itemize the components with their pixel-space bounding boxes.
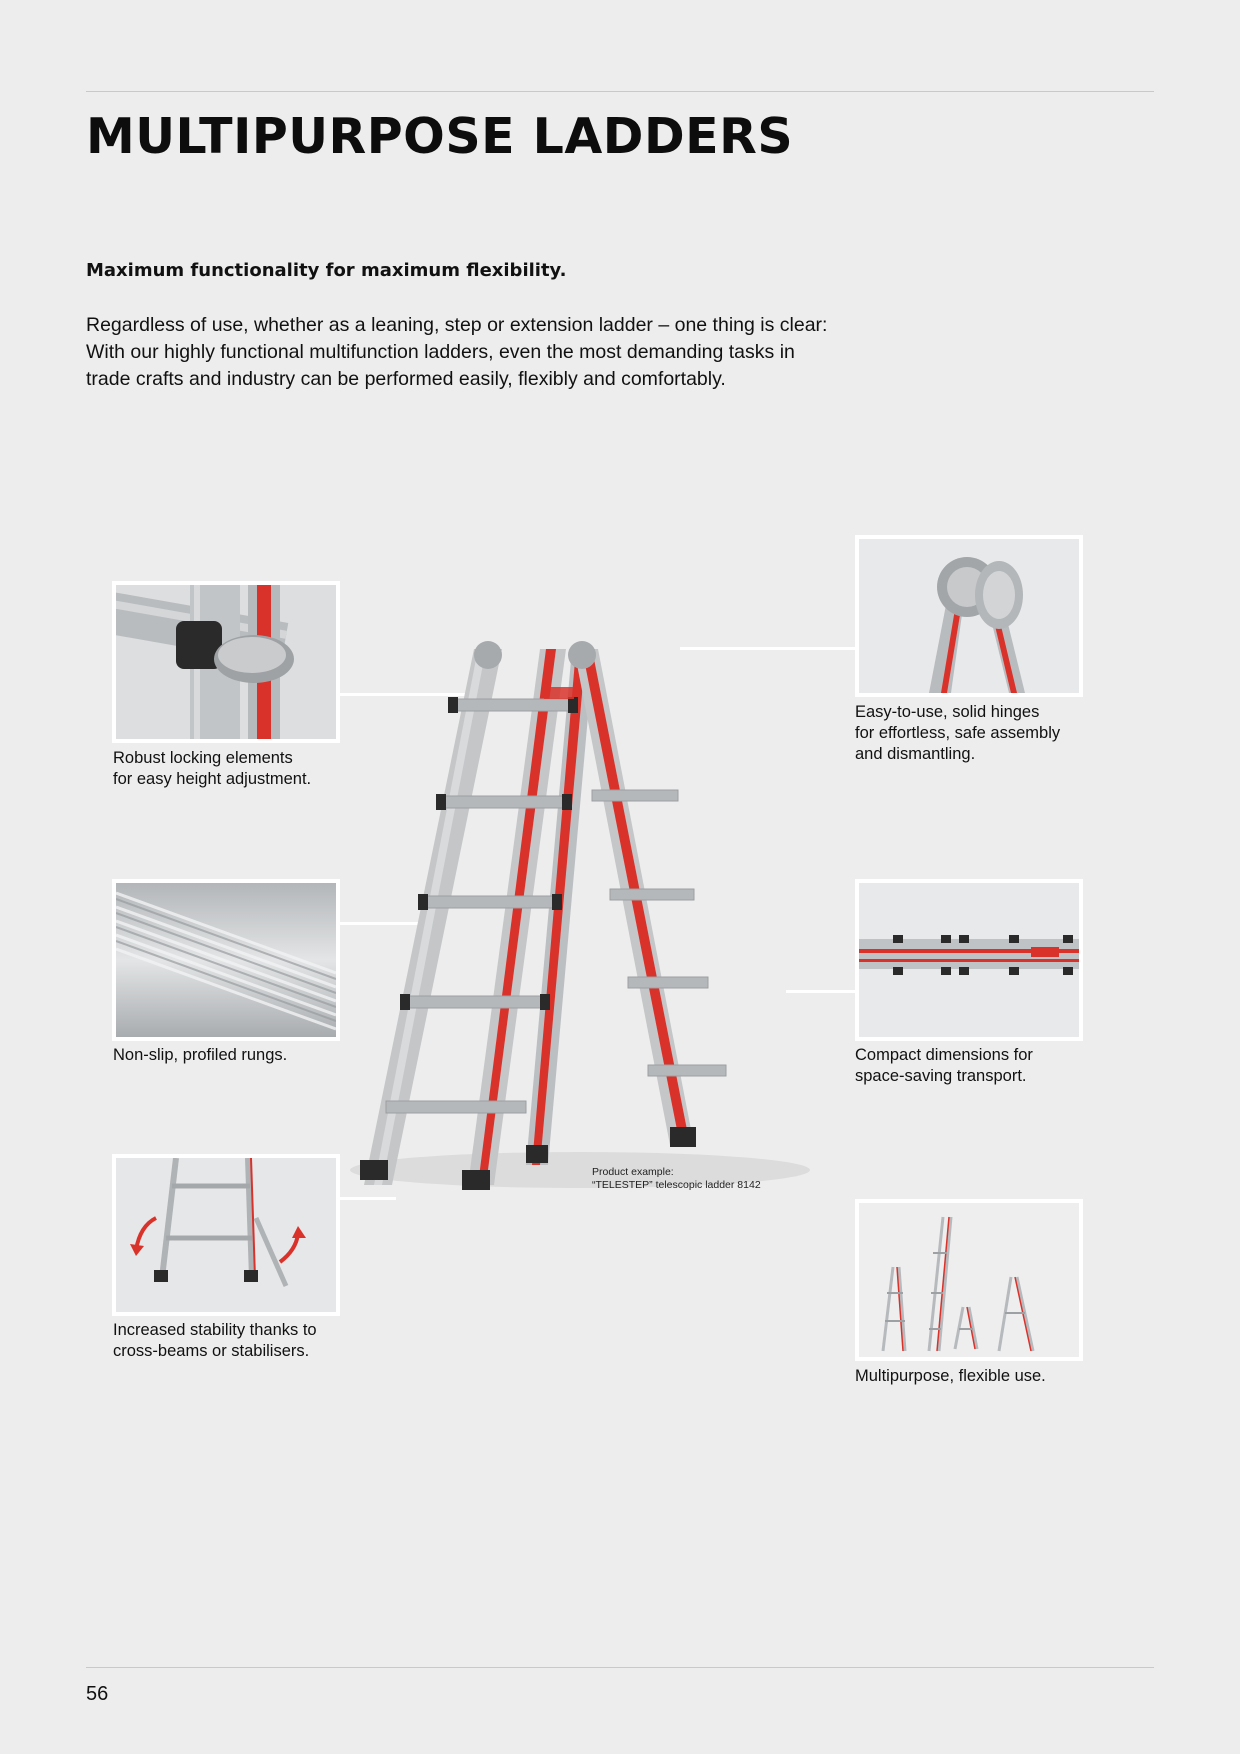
intro-paragraph [86,312,906,393]
caption-line: Increased stability thanks to [113,1321,317,1339]
caption-line: Compact dimensions for [855,1046,1033,1064]
caption-line: for easy height adjustment. [113,770,312,788]
lead-heading: Maximum functionality for maximum flexibility. [86,260,567,281]
top-rule [86,91,1154,92]
stabiliser-photo [112,1154,340,1316]
product-example-caption [592,1166,761,1192]
page-title: MULTIPURPOSE LADDERS [86,108,794,165]
caption-line: Multipurpose, flexible use. [855,1367,1046,1385]
folded-ladder-photo [855,879,1083,1041]
stability-caption [113,1320,317,1362]
compact-caption [855,1045,1033,1087]
bottom-rule [86,1667,1154,1668]
rungs-caption [113,1045,287,1066]
caption-line: Product example: [592,1166,674,1178]
caption-line: Robust locking elements [113,749,293,767]
profiled-rungs-photo [112,879,340,1041]
intro-line: Regardless of use, whether as a leaning, step or extension ladder – one thing is clear: [86,314,828,336]
locking-caption [113,748,311,790]
hinges-caption [855,702,1060,765]
caption-line: “TELESTEP” telescopic ladder 8142 [592,1179,761,1191]
caption-line: Easy-to-use, solid hinges [855,703,1040,721]
multipurpose-caption [855,1366,1046,1387]
intro-line: With our highly functional multifunction ladders, even the most demanding tasks in [86,341,795,363]
locking-element-photo [112,581,340,743]
caption-line: space-saving transport. [855,1067,1027,1085]
intro-line: trade crafts and industry can be performed easily, flexibly and comfortably. [86,368,726,390]
caption-line: Non-slip, profiled rungs. [113,1046,288,1064]
ladder-configurations-photo [855,1199,1083,1361]
caption-line: for effortless, safe assembly [855,724,1061,742]
caption-line: and dismantling. [855,745,976,763]
caption-line: cross-beams or stabilisers. [113,1342,310,1360]
page-number: 56 [86,1683,109,1705]
hinge-photo [855,535,1083,697]
telescopic-ladder-image [330,625,830,1215]
